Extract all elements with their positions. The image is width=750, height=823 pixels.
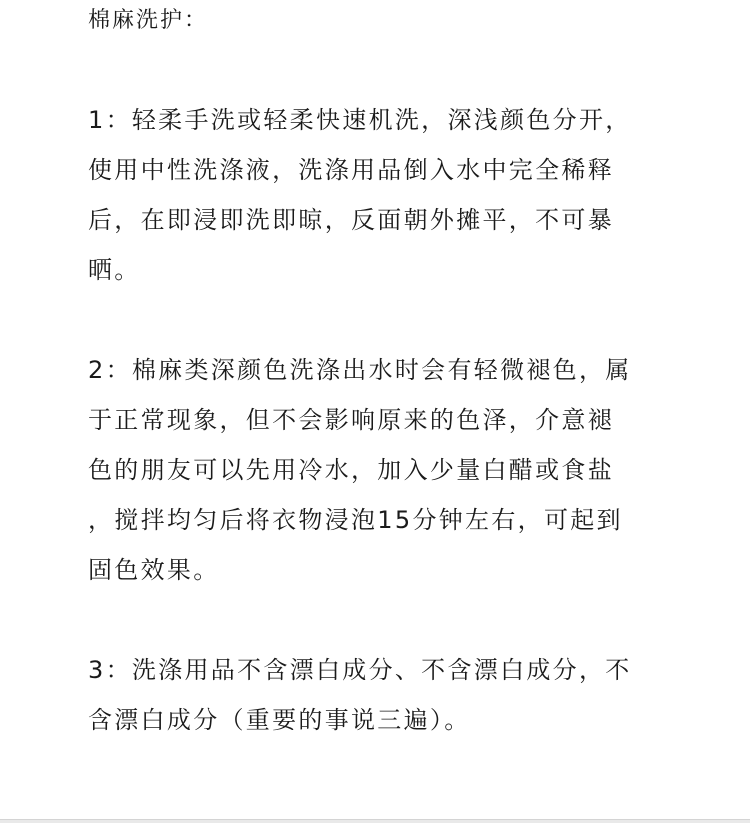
paragraph-line: 2：棉麻类深颜色洗涤出水时会有轻微褪色，属 [88,356,632,384]
paragraph-line: 后，在即浸即洗即晾，反面朝外摊平，不可暴 [88,206,614,234]
paragraph-line: 固色效果。 [88,556,220,584]
paragraph-line: 1：轻柔手洗或轻柔快速机洗，深浅颜色分开， [88,106,632,134]
paragraph-line: ，搅拌均匀后将衣物浸泡15分钟左右，可起到 [88,506,623,534]
paragraph-no-bleach [88,645,688,745]
paragraph-color-fading [88,345,688,595]
page-title: 棉麻洗护： [88,8,209,33]
bottom-divider [0,819,750,823]
paragraph-line: 晒。 [88,256,141,284]
paragraph-line: 色的朋友可以先用冷水，加入少量白醋或食盐 [88,456,614,484]
paragraph-line: 含漂白成分（重要的事说三遍）。 [88,706,471,734]
paragraph-line: 于正常现象，但不会影响原来的色泽，介意褪 [88,406,614,434]
paragraph-line: 使用中性洗涤液，洗涤用品倒入水中完全稀释 [88,156,614,184]
paragraph-line: 3：洗涤用品不含漂白成分、不含漂白成分，不 [88,656,632,684]
paragraph-wash-method [88,95,688,295]
